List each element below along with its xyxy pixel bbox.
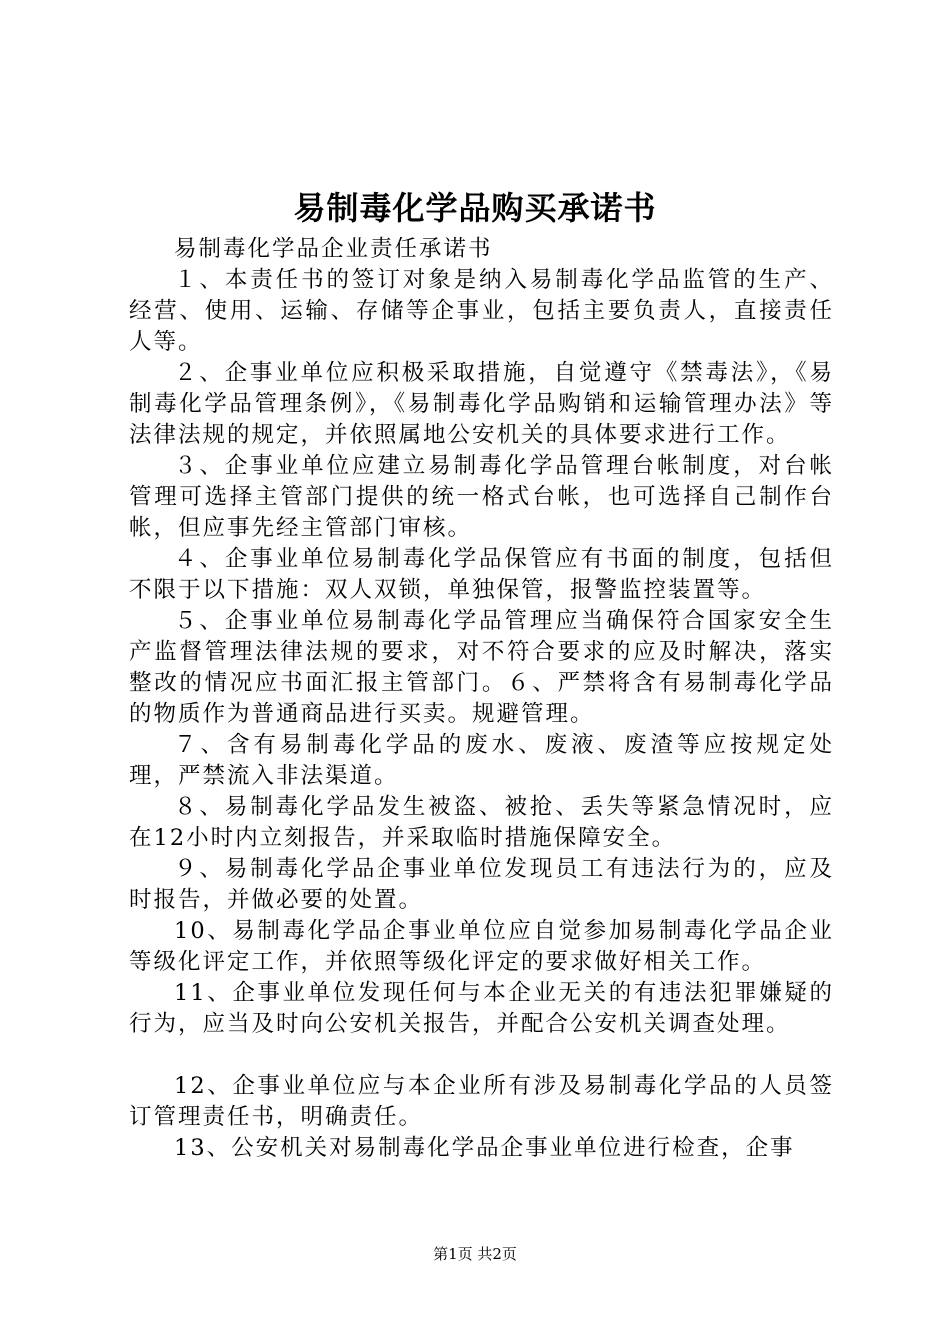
paragraph-9: ９、易制毒化学品企事业单位发现员工有违法行为的，应及时报告，并做必要的处置。: [129, 856, 834, 913]
paragraph-3: ３、企事业单位应建立易制毒化学品管理台帐制度，对台帐管理可选择主管部门提供的统一格式台帐，也可选择自己制作台帐，但应事先经主管部门审核。: [129, 453, 834, 541]
paragraph-7: ７、含有易制毒化学品的废水、废液、废渣等应按规定处理，严禁流入非法渠道。: [129, 732, 834, 789]
paragraph-12: 12、企事业单位应与本企业所有涉及易制毒化学品的人员签订管理责任书，明确责任。: [129, 1073, 834, 1130]
paragraph-1: １、本责任书的签订对象是纳入易制毒化学品监管的生产、经营、使用、运输、存储等企事业，包括主要负责人，直接责任人等。: [129, 267, 834, 355]
paragraph-11: 11、企事业单位发现任何与本企业无关的有违法犯罪嫌疑的行为，应当及时向公安机关报告，并配合公安机关调查处理。: [129, 980, 834, 1037]
paragraph-13: 13、公安机关对易制毒化学品企事业单位进行检查，企事: [174, 1135, 795, 1161]
paragraph-4: ４、企事业单位易制毒化学品保管应有书面的制度，包括但不限于以下措施：双人双锁，单独保管，报警监控装置等。: [129, 546, 834, 603]
document-title: 易制毒化学品购买承诺书: [293, 189, 657, 227]
document-body: [129, 234, 834, 1164]
paragraph-2: ２、企事业单位应积极采取措施，自觉遵守《禁毒法》，《易制毒化学品管理条例》，《易制毒化学品购销和运输管理办法》等法律法规的规定，并依照属地公安机关的具体要求进行工作。: [129, 360, 834, 448]
paragraph-8: ８、易制毒化学品发生被盗、被抢、丢失等紧急情况时，应在12小时内立刻报告，并采取临时措施保障安全。: [129, 794, 834, 851]
paragraph-10: 10、易制毒化学品企事业单位应自觉参加易制毒化学品企业等级化评定工作，并依照等级化评定的要求做好相关工作。: [129, 918, 834, 975]
subtitle-paragraph: 易制毒化学品企业责任承诺书: [174, 236, 493, 262]
page-footer: 第1页 共2页: [433, 1245, 517, 1263]
paragraph-5: ５、企事业单位易制毒化学品管理应当确保符合国家安全生产监督管理法律法规的要求，对不符合要求的应及时解决，落实整改的情况应书面汇报主管部门。６、严禁将含有易制毒化学品的物质作为普通商品进行买卖。规避管理。: [129, 608, 834, 727]
